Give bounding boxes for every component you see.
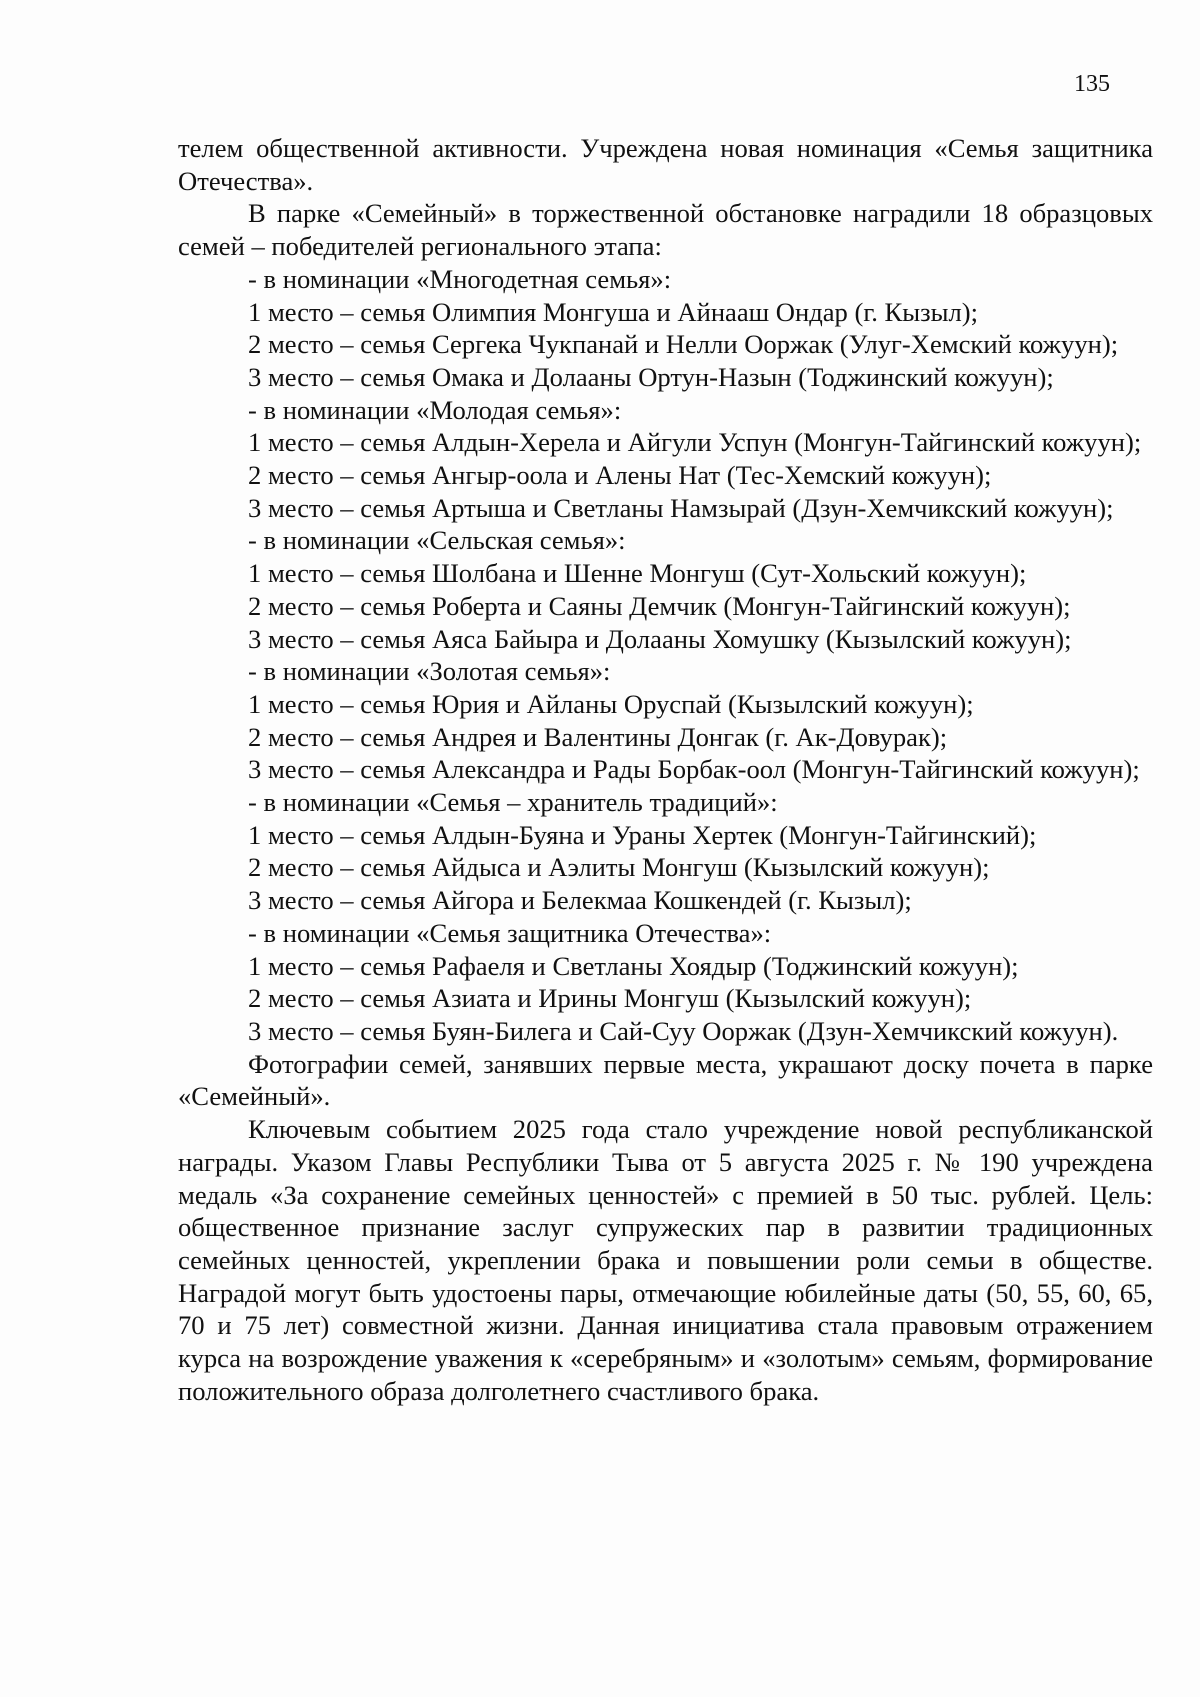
page-text — [178, 132, 1153, 1407]
nomination-heading: - в номинации «Сельская семья»: — [248, 525, 626, 556]
place-line: 3 место – семья Буян-Билега и Сай-Суу Ооржак (Дзун-Хемчикский кожуун). — [248, 1015, 1119, 1046]
place-line: 1 место – семья Юрия и Айланы Оруспай (Кызылский кожуун); — [248, 688, 974, 719]
place-line: 3 место – семья Айгора и Белекмаа Кошкендей (г. Кызыл); — [248, 885, 912, 916]
place-line: 1 место – семья Алдын-Буяна и Ураны Хертек (Монгун-Тайгинский); — [248, 819, 1037, 850]
place-line: 1 место – семья Рафаеля и Светланы Хоядыр (Тоджинский кожуун); — [248, 950, 1019, 981]
paragraph-continuation: телем общественной активности. Учреждена новая номинация «Семья защитника Отечества». — [178, 133, 1153, 196]
nomination-heading: - в номинации «Семья защитника Отечества»: — [248, 917, 772, 948]
place-line: 1 место – семья Олимпия Монгуша и Айнааш Ондар (г. Кызыл); — [248, 296, 979, 327]
page-number: 135 — [1074, 71, 1110, 97]
nomination-heading: - в номинации «Золотая семья»: — [248, 656, 611, 687]
place-line: 3 место – семья Александра и Рады Борбак-оол (Монгун-Тайгинский кожуун); — [248, 754, 1140, 785]
place-line: 1 место – семья Шолбана и Шенне Монгуш (Сут-Хольский кожуун); — [248, 558, 1027, 589]
place-line: 2 место – семья Ангыр-оола и Алены Нат (Тес-Хемский кожуун); — [248, 460, 992, 491]
place-line: 3 место – семья Артыша и Светланы Намзырай (Дзун-Хемчикский кожуун); — [248, 492, 1114, 523]
paragraph-medal: Ключевым событием 2025 года стало учреждение новой республиканской награды. Указом Главы Республики Тыва от 5 августа 2025 г. № 190 учреждена медаль «За сохранение семейных ценностей» с премией в 50 тыс. рублей. Цель: общественное признание заслуг супружеских пар в развитии традиционных семейных ценностей, укреплении брака и повышении роли семьи в обществе. Наградой могут быть удостоены пары, отмечающие юбилейные даты (50, 55, 60, 65, 70 и 75 лет) совместной жизни. Данная инициатива стала правовым отражением курса на возрождение уважения к «серебряным» и «золотым» семьям, формирование положительного образа долголетнего счастливого брака. — [178, 1114, 1153, 1406]
paragraph-photos: Фотографии семей, занявших первые места, украшают доску почета в парке «Семейный». — [178, 1048, 1153, 1112]
place-line: 3 место – семья Омака и Долааны Ортун-Назын (Тоджинский кожуун); — [248, 361, 1054, 392]
place-line: 2 место – семья Андрея и Валентины Донгак (г. Ак-Довурак); — [248, 721, 948, 752]
place-line: 2 место – семья Айдыса и Аэлиты Монгуш (Кызылский кожуун); — [248, 852, 990, 883]
nomination-heading: - в номинации «Многодетная семья»: — [248, 263, 672, 294]
place-line: 1 место – семья Алдын-Херела и Айгули Успун (Монгун-Тайгинский кожуун); — [248, 427, 1142, 458]
nomination-heading: - в номинации «Молодая семья»: — [248, 394, 622, 425]
place-line: 2 место – семья Роберта и Саяны Демчик (Монгун-Тайгинский кожуун); — [248, 590, 1071, 621]
paragraph-awards: В парке «Семейный» в торжественной обстановке наградили 18 образцовых семей – победителей регионального этапа: — [178, 198, 1153, 262]
nomination-heading: - в номинации «Семья – хранитель традиций»: — [248, 787, 778, 818]
place-line: 2 место – семья Сергека Чукпанай и Нелли Ооржак (Улуг-Хемский кожуун); — [248, 329, 1119, 360]
place-line: 3 место – семья Аяса Байыра и Долааны Хомушку (Кызылский кожуун); — [248, 623, 1072, 654]
place-line: 2 место – семья Азиата и Ирины Монгуш (Кызылский кожуун); — [248, 983, 972, 1014]
